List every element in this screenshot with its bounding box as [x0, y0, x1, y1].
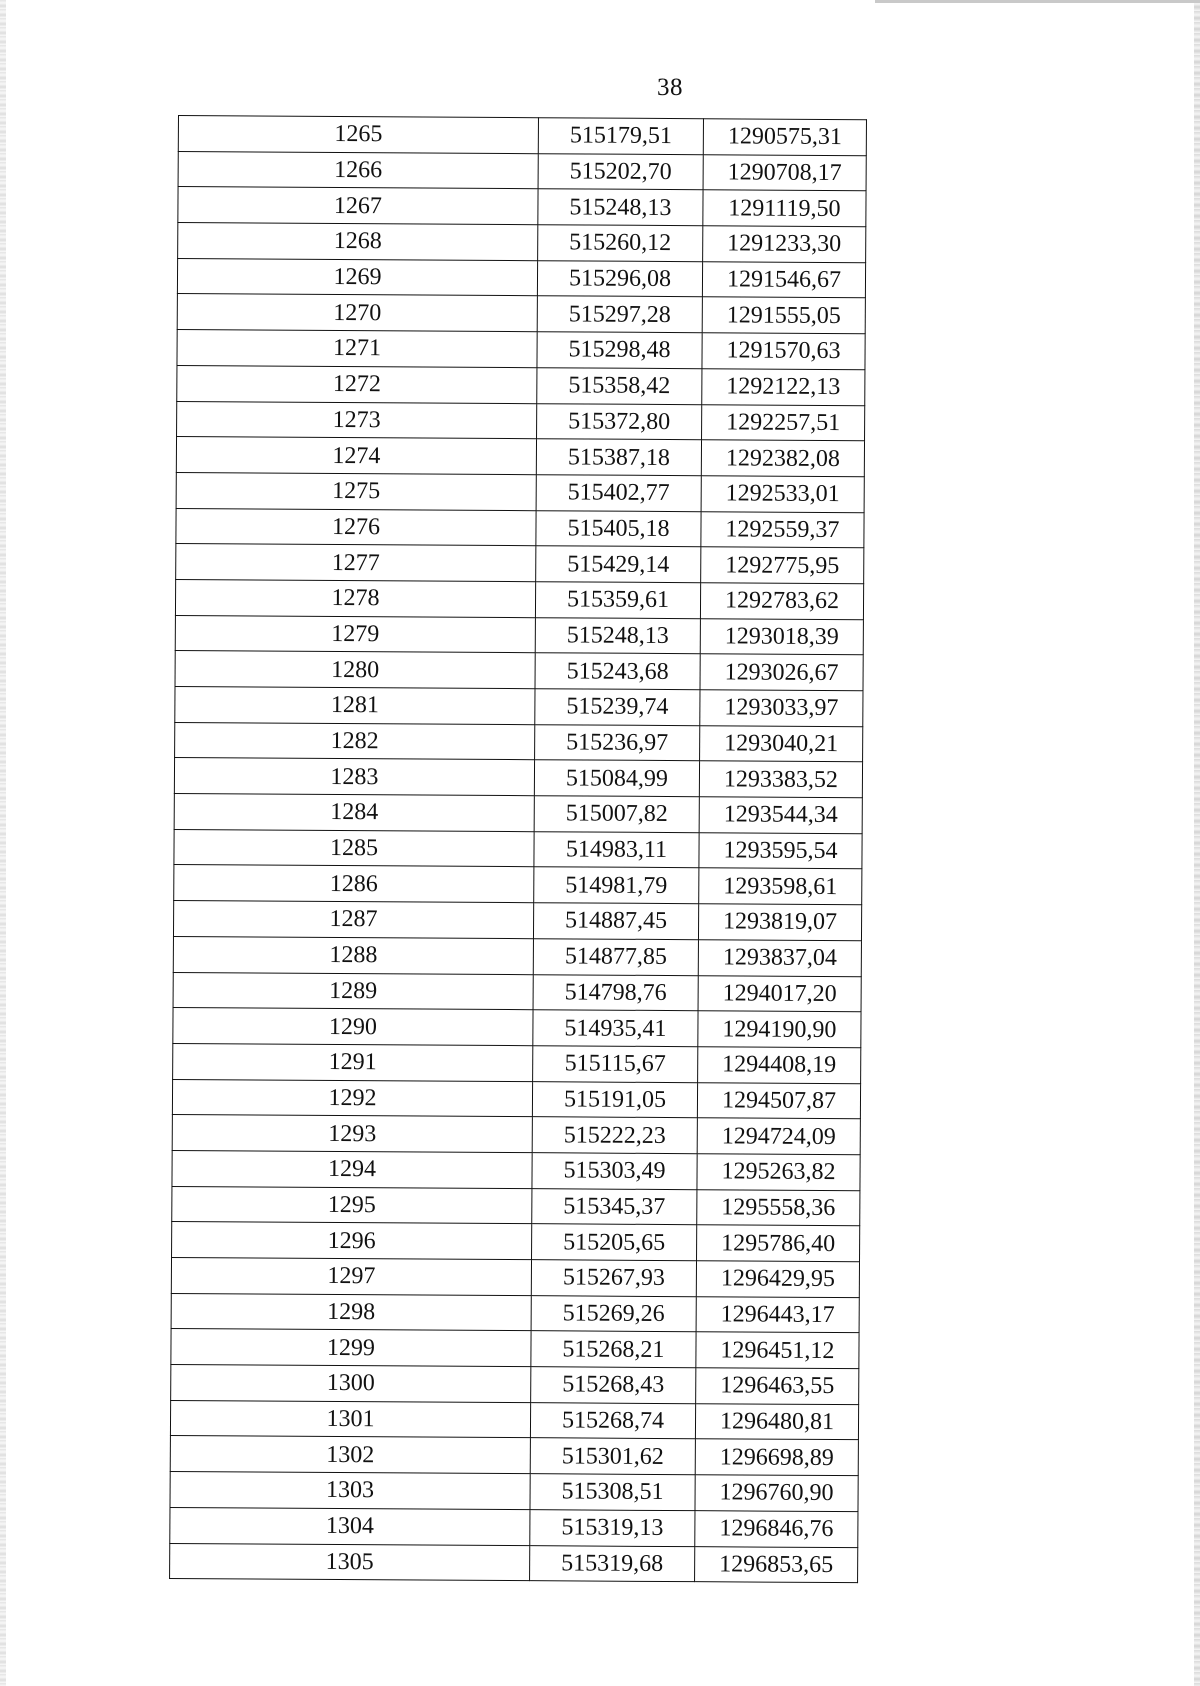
table-row	[178, 187, 866, 227]
scan-edge-left	[0, 0, 6, 1686]
table-row	[171, 1329, 859, 1369]
x-coordinate-cell: 514935,41	[533, 1010, 698, 1047]
point-number-cell: 1268	[178, 223, 538, 261]
table-row	[173, 901, 861, 941]
point-number-cell: 1280	[175, 651, 535, 689]
table-row	[174, 758, 862, 798]
table-row	[173, 1043, 861, 1083]
x-coordinate-cell: 515296,08	[537, 260, 702, 297]
point-number-cell: 1295	[172, 1186, 532, 1224]
y-coordinate-cell: 1295263,82	[697, 1154, 860, 1191]
y-coordinate-cell: 1293819,07	[698, 904, 861, 941]
x-coordinate-cell: 515319,13	[530, 1509, 695, 1546]
table-row	[177, 401, 865, 441]
point-number-cell: 1277	[176, 544, 536, 582]
point-number-cell: 1273	[177, 401, 537, 439]
point-number-cell: 1271	[177, 330, 537, 368]
point-number-cell: 1288	[173, 936, 533, 974]
y-coordinate-cell: 1291119,50	[703, 190, 866, 227]
table-row	[174, 829, 862, 869]
table-row	[177, 258, 865, 298]
table-row	[177, 294, 865, 334]
x-coordinate-cell: 514798,76	[533, 974, 698, 1011]
x-coordinate-cell: 515205,65	[532, 1224, 697, 1261]
table-row	[171, 1293, 859, 1333]
y-coordinate-cell: 1296698,89	[695, 1439, 858, 1476]
y-coordinate-cell: 1293837,04	[698, 940, 861, 977]
y-coordinate-cell: 1296760,90	[695, 1475, 858, 1512]
x-coordinate-cell: 515191,05	[532, 1081, 697, 1118]
table-row	[172, 1150, 860, 1190]
table-row	[178, 151, 866, 191]
table-row	[177, 330, 865, 370]
y-coordinate-cell: 1292533,01	[701, 476, 864, 513]
point-number-cell: 1287	[173, 901, 533, 939]
table-row	[173, 972, 861, 1012]
table-row	[173, 936, 861, 976]
point-number-cell: 1302	[170, 1436, 530, 1474]
x-coordinate-cell: 515115,67	[533, 1046, 698, 1083]
point-number-cell: 1299	[171, 1329, 531, 1367]
y-coordinate-cell: 1292382,08	[701, 440, 864, 477]
coordinates-table-body	[170, 116, 867, 1583]
table-row	[174, 865, 862, 905]
point-number-cell: 1304	[170, 1507, 530, 1545]
x-coordinate-cell: 515202,70	[538, 153, 703, 190]
point-number-cell: 1274	[176, 437, 536, 475]
x-coordinate-cell: 515405,18	[536, 510, 701, 547]
y-coordinate-cell: 1295786,40	[697, 1225, 860, 1262]
table-row	[172, 1186, 860, 1226]
table-row	[177, 365, 865, 405]
table-row	[173, 1008, 861, 1048]
y-coordinate-cell: 1292775,95	[701, 547, 864, 584]
point-number-cell: 1292	[172, 1079, 532, 1117]
x-coordinate-cell: 515372,80	[537, 403, 702, 440]
table-row	[175, 579, 863, 619]
table-row	[170, 1400, 858, 1440]
y-coordinate-cell: 1296853,65	[695, 1546, 858, 1583]
point-number-cell: 1289	[173, 972, 533, 1010]
x-coordinate-cell: 515358,42	[537, 368, 702, 405]
x-coordinate-cell: 515387,18	[536, 439, 701, 476]
y-coordinate-cell: 1293033,97	[700, 690, 863, 727]
y-coordinate-cell: 1293040,21	[700, 725, 863, 762]
point-number-cell: 1272	[177, 365, 537, 403]
point-number-cell: 1279	[175, 615, 535, 653]
y-coordinate-cell: 1294408,19	[698, 1047, 861, 1084]
x-coordinate-cell: 515298,48	[537, 332, 702, 369]
y-coordinate-cell: 1292122,13	[702, 369, 865, 406]
y-coordinate-cell: 1291546,67	[702, 261, 865, 298]
x-coordinate-cell: 515267,93	[531, 1260, 696, 1297]
x-coordinate-cell: 515345,37	[532, 1188, 697, 1225]
x-coordinate-cell: 515222,23	[532, 1117, 697, 1154]
point-number-cell: 1283	[174, 758, 534, 796]
y-coordinate-cell: 1290575,31	[703, 119, 866, 156]
x-coordinate-cell: 515319,68	[530, 1545, 695, 1582]
point-number-cell: 1291	[173, 1043, 533, 1081]
y-coordinate-cell: 1296443,17	[696, 1296, 859, 1333]
y-coordinate-cell: 1296846,76	[695, 1510, 858, 1547]
table-row	[178, 223, 866, 263]
y-coordinate-cell: 1294724,09	[697, 1118, 860, 1155]
point-number-cell: 1270	[177, 294, 537, 332]
x-coordinate-cell: 514887,45	[533, 903, 698, 940]
scan-edge-right	[1194, 0, 1200, 1686]
point-number-cell: 1269	[177, 258, 537, 296]
point-number-cell: 1281	[175, 686, 535, 724]
point-number-cell: 1305	[170, 1543, 530, 1581]
x-coordinate-cell: 515179,51	[538, 118, 703, 155]
coordinates-table	[169, 115, 867, 1583]
table-row	[170, 1472, 858, 1512]
table-row	[170, 1436, 858, 1476]
page-number: 38	[657, 74, 683, 101]
table-row	[176, 437, 864, 477]
y-coordinate-cell: 1296480,81	[695, 1403, 858, 1440]
y-coordinate-cell: 1292559,37	[701, 511, 864, 548]
point-number-cell: 1278	[175, 579, 535, 617]
table-row	[175, 722, 863, 762]
table-row	[176, 472, 864, 512]
x-coordinate-cell: 515260,12	[538, 225, 703, 262]
x-coordinate-cell: 515248,13	[538, 189, 703, 226]
table-row	[172, 1222, 860, 1262]
point-number-cell: 1284	[174, 794, 534, 832]
x-coordinate-cell: 515269,26	[531, 1295, 696, 1332]
y-coordinate-cell: 1293026,67	[700, 654, 863, 691]
table-row	[172, 1079, 860, 1119]
table-row	[172, 1115, 860, 1155]
point-number-cell: 1266	[178, 151, 538, 189]
x-coordinate-cell: 515007,82	[534, 796, 699, 833]
point-number-cell: 1267	[178, 187, 538, 225]
table-row	[174, 794, 862, 834]
x-coordinate-cell: 515084,99	[534, 760, 699, 797]
y-coordinate-cell: 1293544,34	[699, 797, 862, 834]
point-number-cell: 1296	[172, 1222, 532, 1260]
x-coordinate-cell: 515268,21	[531, 1331, 696, 1368]
y-coordinate-cell: 1290708,17	[703, 154, 866, 191]
y-coordinate-cell: 1294190,90	[698, 1011, 861, 1048]
point-number-cell: 1294	[172, 1150, 532, 1188]
point-number-cell: 1300	[171, 1365, 531, 1403]
table-row	[171, 1365, 859, 1405]
y-coordinate-cell: 1293595,54	[699, 832, 862, 869]
table-row	[176, 544, 864, 584]
y-coordinate-cell: 1293598,61	[699, 868, 862, 905]
point-number-cell: 1276	[176, 508, 536, 546]
x-coordinate-cell: 515239,74	[535, 689, 700, 726]
point-number-cell: 1298	[171, 1293, 531, 1331]
y-coordinate-cell: 1291233,30	[703, 226, 866, 263]
point-number-cell: 1293	[172, 1115, 532, 1153]
point-number-cell: 1275	[176, 472, 536, 510]
y-coordinate-cell: 1291555,05	[702, 297, 865, 334]
x-coordinate-cell: 515301,62	[530, 1438, 695, 1475]
x-coordinate-cell: 515243,68	[535, 653, 700, 690]
x-coordinate-cell: 515268,43	[531, 1367, 696, 1404]
point-number-cell: 1265	[178, 116, 538, 154]
y-coordinate-cell: 1293018,39	[700, 618, 863, 655]
x-coordinate-cell: 514877,85	[533, 938, 698, 975]
scan-top-line	[875, 0, 1200, 3]
point-number-cell: 1290	[173, 1008, 533, 1046]
x-coordinate-cell: 515297,28	[537, 296, 702, 333]
y-coordinate-cell: 1295558,36	[697, 1189, 860, 1226]
point-number-cell: 1285	[174, 829, 534, 867]
table-row	[175, 651, 863, 691]
y-coordinate-cell: 1291570,63	[702, 333, 865, 370]
table-row	[171, 1257, 859, 1297]
table-row	[170, 1507, 858, 1547]
point-number-cell: 1303	[170, 1472, 530, 1510]
x-coordinate-cell: 515268,74	[530, 1402, 695, 1439]
point-number-cell: 1286	[174, 865, 534, 903]
table-row	[176, 508, 864, 548]
x-coordinate-cell: 515359,61	[535, 582, 700, 619]
x-coordinate-cell: 515303,49	[532, 1153, 697, 1190]
x-coordinate-cell: 514983,11	[534, 831, 699, 868]
point-number-cell: 1301	[170, 1400, 530, 1438]
table-row	[170, 1543, 858, 1583]
y-coordinate-cell: 1292257,51	[702, 404, 865, 441]
x-coordinate-cell: 515308,51	[530, 1474, 695, 1511]
y-coordinate-cell: 1293383,52	[699, 761, 862, 798]
y-coordinate-cell: 1296451,12	[696, 1332, 859, 1369]
table-row	[175, 686, 863, 726]
point-number-cell: 1297	[171, 1257, 531, 1295]
y-coordinate-cell: 1294507,87	[697, 1082, 860, 1119]
y-coordinate-cell: 1294017,20	[698, 975, 861, 1012]
y-coordinate-cell: 1296429,95	[696, 1261, 859, 1298]
x-coordinate-cell: 515236,97	[535, 724, 700, 761]
table-row	[178, 116, 866, 156]
table-row	[175, 615, 863, 655]
x-coordinate-cell: 515402,77	[536, 475, 701, 512]
x-coordinate-cell: 514981,79	[534, 867, 699, 904]
x-coordinate-cell: 515429,14	[536, 546, 701, 583]
x-coordinate-cell: 515248,13	[535, 617, 700, 654]
y-coordinate-cell: 1296463,55	[696, 1368, 859, 1405]
y-coordinate-cell: 1292783,62	[700, 583, 863, 620]
point-number-cell: 1282	[175, 722, 535, 760]
